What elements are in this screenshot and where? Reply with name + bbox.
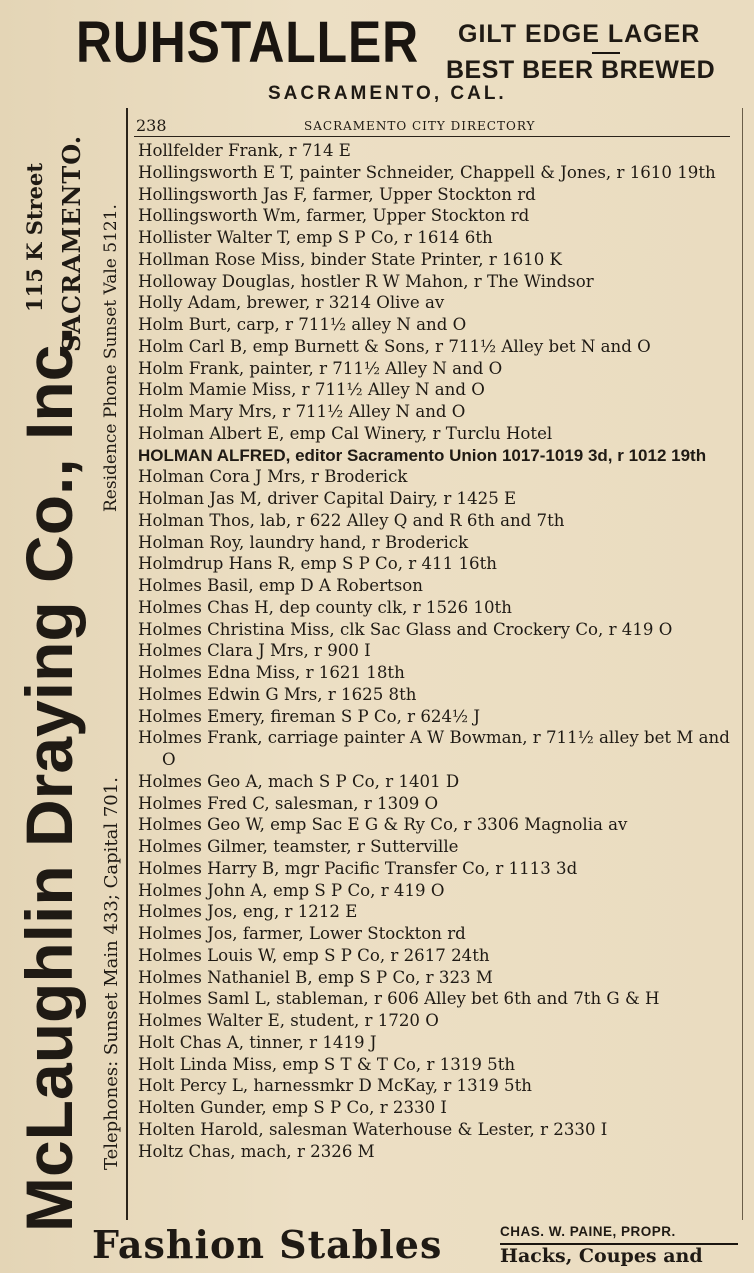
brewery-brand: RUHSTALLER bbox=[76, 10, 419, 75]
directory-listing bbox=[138, 140, 738, 1162]
directory-entry: Holmes Nathaniel B, emp S P Co, r 323 M bbox=[138, 967, 493, 987]
directory-entry: Holmes Edna Miss, r 1621 18th bbox=[138, 663, 405, 682]
directory-entry: Holmes Emery, fireman S P Co, r 624½ J bbox=[138, 706, 481, 726]
tagline-best-beer: BEST BEER BREWED bbox=[446, 56, 716, 84]
directory-entry: Holmes Walter E, student, r 1720 O bbox=[138, 1011, 439, 1030]
directory-entry: Holten Harold, salesman Waterhouse & Lester, r 2330 I bbox=[138, 1119, 608, 1139]
side-ad-company: McLaughlin Draying Co., Inc. bbox=[12, 326, 86, 1232]
directory-entry: Holmes Basil, emp D A Robertson bbox=[138, 576, 423, 595]
directory-entry: Hollingsworth Jas F, farmer, Upper Stockton rd bbox=[138, 184, 536, 204]
directory-entry: Holm Mary Mrs, r 711½ Alley N and O bbox=[138, 402, 466, 421]
directory-entry: Hollfelder Frank, r 714 E bbox=[138, 141, 351, 160]
directory-entry: Hollister Walter T, emp S P Co, r 1614 6th bbox=[138, 228, 493, 247]
stables-proprietor: CHAS. W. PAINE, PROPR. bbox=[500, 1224, 676, 1239]
directory-entry: Holmes Louis W, emp S P Co, r 2617 24th bbox=[138, 945, 490, 965]
directory-entry: Holmes Saml L, stableman, r 606 Alley bet 6th and 7th G & H bbox=[138, 989, 660, 1009]
side-ad-telephones: Telephones: Sunset Main 433; Capital 701. bbox=[101, 777, 122, 1170]
directory-entry: Holman Jas M, driver Capital Dairy, r 1425 E bbox=[138, 489, 517, 508]
directory-entry: Hollingsworth E T, painter Schneider, Chappell & Jones, r 1610 19th bbox=[138, 162, 716, 182]
tagline-lager: GILT EDGE LAGER bbox=[458, 20, 701, 48]
directory-entry: Holm Carl B, emp Burnett & Sons, r 711½ Alley bet N and O bbox=[138, 336, 651, 356]
brewery-city: SACRAMENTO, CAL. bbox=[268, 83, 507, 104]
directory-entry: Hollman Rose Miss, binder State Printer, r 1610 K bbox=[138, 249, 562, 269]
directory-entry: Holly Adam, brewer, r 3214 Olive av bbox=[138, 293, 445, 313]
directory-entry: Holt Percy L, harnessmkr D McKay, r 1319 5th bbox=[138, 1076, 532, 1096]
directory-entry: Holman Roy, laundry hand, r Broderick bbox=[138, 532, 469, 552]
directory-entry: Holmes Geo A, mach S P Co, r 1401 D bbox=[138, 771, 460, 791]
directory-entry: Holmes Chas H, dep county clk, r 1526 10th bbox=[138, 597, 512, 617]
stables-services: Hacks, Coupes and bbox=[500, 1245, 703, 1267]
stables-name: Fashion Stables bbox=[92, 1222, 443, 1267]
directory-entry: Hollingsworth Wm, farmer, Upper Stockton rd bbox=[138, 206, 530, 226]
directory-entry: Holm Mamie Miss, r 711½ Alley N and O bbox=[138, 380, 485, 400]
page-number: 238 bbox=[136, 116, 167, 135]
side-ad-city: SACRAMENTO. bbox=[57, 134, 86, 352]
directory-entry: Holman Thos, lab, r 622 Alley Q and R 6th and 7th bbox=[138, 510, 565, 530]
directory-entry: Holmes Frank, carriage painter A W Bowman, r 711½ alley bet M and O bbox=[138, 728, 730, 769]
directory-entry: Holm Burt, carp, r 711½ alley N and O bbox=[138, 315, 467, 334]
directory-entry: Holmes Jos, eng, r 1212 E bbox=[138, 902, 358, 922]
page-title: SACRAMENTO CITY DIRECTORY bbox=[304, 119, 536, 133]
directory-entry: Holmes Harry B, mgr Pacific Transfer Co, r 1113 3d bbox=[138, 858, 578, 878]
directory-entry: Holt Linda Miss, emp S T & T Co, r 1319 5th bbox=[138, 1054, 516, 1074]
directory-entry: Holm Frank, painter, r 711½ Alley N and O bbox=[138, 358, 503, 378]
directory-entry: Holmes Jos, farmer, Lower Stockton rd bbox=[138, 924, 466, 943]
directory-entry: HOLMAN ALFRED, editor Sacramento Union 1017-1019 3d, r 1012 19th bbox=[138, 445, 707, 465]
directory-entry: Holmes Christina Miss, clk Sac Glass and Crockery Co, r 419 O bbox=[138, 619, 673, 639]
directory-entry: Holten Gunder, emp S P Co, r 2330 I bbox=[138, 1098, 447, 1117]
directory-entry: Holman Cora J Mrs, r Broderick bbox=[138, 467, 408, 487]
tagline-divider bbox=[592, 52, 620, 54]
side-ad-address: 115 K Street bbox=[22, 162, 47, 312]
directory-entry: Holmes Fred C, salesman, r 1309 O bbox=[138, 793, 439, 813]
directory-entry: Holmes Edwin G Mrs, r 1625 8th bbox=[138, 684, 417, 704]
page-header bbox=[134, 114, 730, 137]
directory-entry: Holloway Douglas, hostler R W Mahon, r The Windsor bbox=[138, 271, 594, 291]
directory-entry: Holmdrup Hans R, emp S P Co, r 411 16th bbox=[138, 554, 497, 574]
directory-entry: Holmes Clara J Mrs, r 900 I bbox=[138, 641, 371, 661]
side-ad-residence-phone: Residence Phone Sunset Vale 5121. bbox=[101, 204, 121, 512]
bottom-advertisement bbox=[0, 1220, 754, 1273]
directory-entry: Holtz Chas, mach, r 2326 M bbox=[138, 1141, 375, 1161]
directory-entry: Holmes John A, emp S P Co, r 419 O bbox=[138, 880, 445, 900]
directory-entry: Holman Albert E, emp Cal Winery, r Turclu Hotel bbox=[138, 423, 553, 443]
top-advertisement bbox=[0, 0, 754, 108]
directory-entry: Holt Chas A, tinner, r 1419 J bbox=[138, 1032, 377, 1052]
directory-entry: Holmes Geo W, emp Sac E G & Ry Co, r 3306 Magnolia av bbox=[138, 815, 628, 835]
directory-entry: Holmes Gilmer, teamster, r Sutterville bbox=[138, 837, 459, 856]
